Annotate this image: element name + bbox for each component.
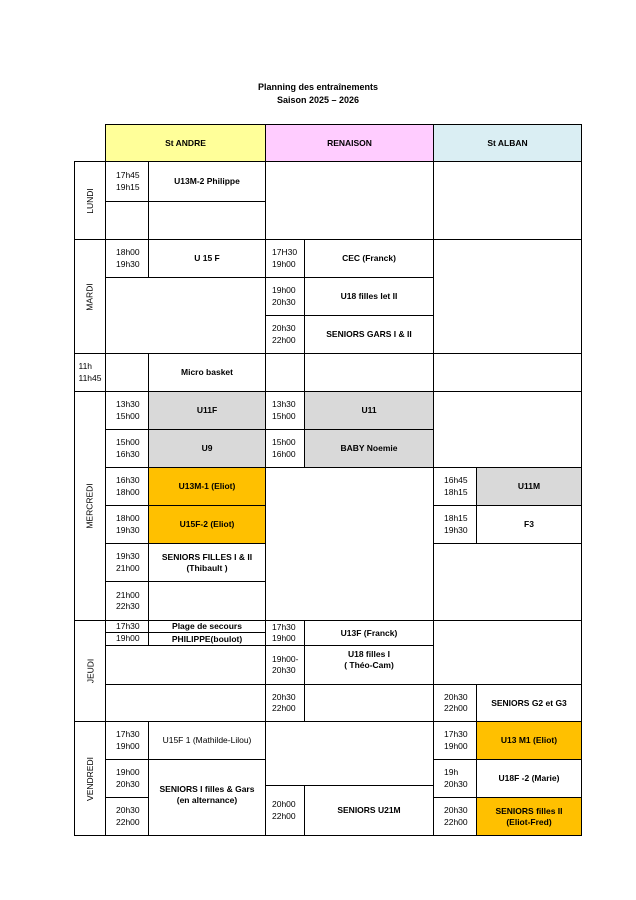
mardi-renaison-team-2: U18 filles Iet II xyxy=(304,277,434,316)
jeudi-st-alban-time-1: 20h30 22h00 xyxy=(433,684,477,722)
mercredi-renaison-team-1: U11 xyxy=(304,391,434,430)
mercredi-renaison-empty xyxy=(265,467,434,621)
jeudi-renaison-team-1: U13F (Franck) xyxy=(304,620,434,646)
day-jeudi: JEUDI xyxy=(74,620,106,722)
mercredi-renaison-team-2: BABY Noemie xyxy=(304,429,434,468)
lundi-st-andre-team-1: U13M-2 Philippe xyxy=(148,161,266,202)
mercredi-st-andre-team-4: U15F-2 (Eliot) xyxy=(148,505,266,544)
mardi-st-andre-empty xyxy=(105,277,266,354)
lundi-st-andre-time-1: 17h45 19h15 xyxy=(105,161,149,202)
vendredi-st-alban-time-1: 17h30 19h00 xyxy=(433,721,477,760)
mardi-st-alban-empty xyxy=(433,239,582,354)
header-st-andre: St ANDRE xyxy=(105,124,266,162)
jeudi-st-andre-empty-2 xyxy=(105,684,266,722)
mercredi-renaison-time-1: 13h30 15h00 xyxy=(265,391,305,430)
mardi-renaison-team-1: CEC (Franck) xyxy=(304,239,434,278)
micro-team: Micro basket xyxy=(148,353,266,392)
jeudi-renaison-time-2: 19h00- 20h30 xyxy=(265,645,305,685)
jeudi-st-alban-team-1: SENIORS G2 et G3 xyxy=(476,684,582,722)
micro-renaison-time-empty xyxy=(265,353,305,392)
mercredi-st-andre-team-6 xyxy=(148,581,266,621)
mercredi-st-alban-time-1: 16h45 18h15 xyxy=(433,467,477,506)
jeudi-renaison-team-3 xyxy=(304,684,434,722)
day-lundi: LUNDI xyxy=(74,161,106,240)
mardi-renaison-time-1: 17H30 19h00 xyxy=(265,239,305,278)
micro-st-alban-empty xyxy=(433,353,582,392)
vendredi-st-alban-team-1: U13 M1 (Eliot) xyxy=(476,721,582,760)
lundi-st-alban-empty xyxy=(433,161,582,240)
jeudi-st-andre-team-a: Plage de secours xyxy=(148,620,266,633)
mardi-renaison-team-3: SENIORS GARS I & II xyxy=(304,315,434,354)
mercredi-st-andre-time-4: 18h00 19h30 xyxy=(105,505,149,544)
jeudi-st-andre-team-b: PHILIPPE(boulot) xyxy=(148,632,266,646)
vendredi-st-alban-team-2: U18F -2 (Marie) xyxy=(476,759,582,798)
vendredi-st-alban-time-2: 19h 20h30 xyxy=(433,759,477,798)
jeudi-renaison-team-2: U18 filles I ( Théo-Cam) xyxy=(304,645,434,685)
mardi-renaison-time-2: 19h00 20h30 xyxy=(265,277,305,316)
vendredi-st-andre-time-2: 19h00 20h30 xyxy=(105,759,149,798)
vendredi-st-andre-time-1: 17h30 19h00 xyxy=(105,721,149,760)
mercredi-st-andre-time-6: 21h00 22h30 xyxy=(105,581,149,621)
vendredi-renaison-team-1: SENIORS U21M xyxy=(304,785,434,836)
page-title: Planning des entraînements xyxy=(257,82,379,92)
mercredi-st-andre-time-3: 16h30 18h00 xyxy=(105,467,149,506)
lundi-st-andre-time-2 xyxy=(105,201,149,240)
vendredi-st-andre-team-1: U15F 1 (Mathilde-Lilou) xyxy=(148,721,266,760)
vendredi-st-alban-team-3: SENIORS filles II (Eliot-Fred) xyxy=(476,797,582,836)
mercredi-st-andre-time-1: 13h30 15h00 xyxy=(105,391,149,430)
vendredi-st-alban-time-3: 20h30 22h00 xyxy=(433,797,477,836)
mercredi-st-alban-team-1: U11M xyxy=(476,467,582,506)
jeudi-st-andre-empty-1 xyxy=(105,645,266,685)
page-subtitle: Saison 2025 – 2026 xyxy=(276,95,360,105)
mercredi-st-alban-team-2: F3 xyxy=(476,505,582,544)
micro-time: 11h 11h45 xyxy=(74,353,106,392)
lundi-renaison-empty xyxy=(265,161,434,240)
vendredi-st-andre-team-2: SENIORS I filles & Gars (en alternance) xyxy=(148,759,266,836)
lundi-st-andre-team-2 xyxy=(148,201,266,240)
mercredi-st-alban-empty-top xyxy=(433,391,582,468)
mercredi-st-andre-time-5: 19h30 21h00 xyxy=(105,543,149,582)
jeudi-st-andre-time-b: 19h00 xyxy=(105,632,149,646)
mardi-st-andre-time-1: 18h00 19h30 xyxy=(105,239,149,278)
day-mercredi: MERCREDI xyxy=(74,391,106,621)
mercredi-st-alban-empty-bottom xyxy=(433,543,582,621)
day-mardi: MARDI xyxy=(74,239,106,354)
mercredi-st-andre-time-2: 15h00 16h30 xyxy=(105,429,149,468)
jeudi-st-andre-time-a: 17h30 xyxy=(105,620,149,633)
header-st-alban: St ALBAN xyxy=(433,124,582,162)
day-vendredi: VENDREDI xyxy=(74,721,106,836)
mercredi-st-alban-time-2: 18h15 19h30 xyxy=(433,505,477,544)
header-renaison: RENAISON xyxy=(265,124,434,162)
vendredi-renaison-time-1: 20h00 22h00 xyxy=(265,785,305,836)
mercredi-st-andre-team-3: U13M-1 (Eliot) xyxy=(148,467,266,506)
vendredi-st-andre-time-3: 20h30 22h00 xyxy=(105,797,149,836)
vendredi-renaison-empty xyxy=(265,721,434,786)
mercredi-renaison-time-2: 15h00 16h00 xyxy=(265,429,305,468)
mercredi-st-andre-team-5: SENIORS FILLES I & II (Thibault ) xyxy=(148,543,266,582)
jeudi-renaison-time-1: 17h30 19h00 xyxy=(265,620,305,646)
mercredi-st-andre-team-2: U9 xyxy=(148,429,266,468)
mercredi-st-andre-team-1: U11F xyxy=(148,391,266,430)
jeudi-st-alban-empty xyxy=(433,620,582,685)
mardi-st-andre-team-1: U 15 F xyxy=(148,239,266,278)
mardi-renaison-time-3: 20h30 22h00 xyxy=(265,315,305,354)
micro-st-andre-empty xyxy=(105,353,149,392)
micro-renaison-team-empty xyxy=(304,353,434,392)
jeudi-renaison-time-3: 20h30 22h00 xyxy=(265,684,305,722)
